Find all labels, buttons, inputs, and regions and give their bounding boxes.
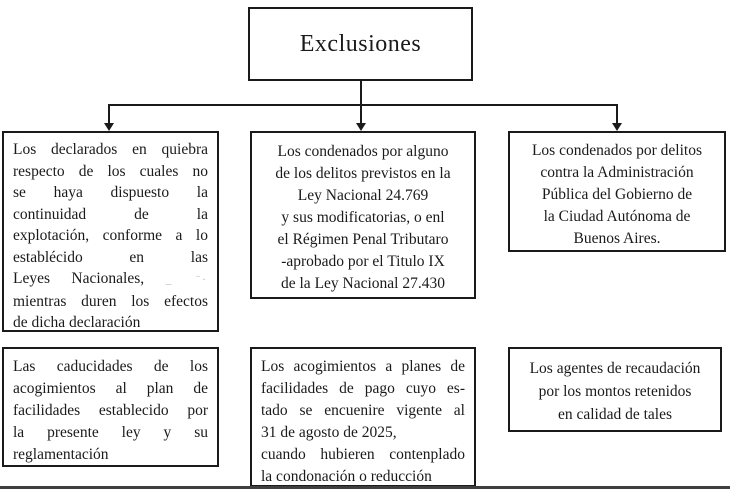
connector-drop-middle xyxy=(360,104,362,125)
page-bottom-rule xyxy=(0,486,730,489)
arrow-down-icon xyxy=(356,123,366,131)
connector-drop-right xyxy=(616,104,618,125)
title-box xyxy=(248,7,473,81)
page-title: Exclusiones xyxy=(299,30,422,57)
text-line: la Ciudad Autónoma de xyxy=(543,208,691,225)
text-line: por los montos retenidos xyxy=(538,383,692,400)
text-line: el Régimen Penal Tributaro xyxy=(277,231,449,248)
text-line: respecto de los cuales no xyxy=(13,162,208,180)
exclusion-box-bottom-right xyxy=(508,347,722,432)
text-line: Buenos Aires. xyxy=(573,230,661,247)
text-line: mientras duren los efectos xyxy=(13,292,208,310)
arrow-down-icon xyxy=(104,123,114,131)
text-segment: Leyes Nacionales, xyxy=(13,270,145,287)
exclusion-box-top-right xyxy=(508,131,726,252)
text-line: acogimientos al plan de xyxy=(13,380,208,397)
text-line: Pública del Gobierno de xyxy=(541,186,693,203)
connector-horizontal xyxy=(108,104,618,106)
text-line: la condonación o reducción xyxy=(261,468,432,485)
exclusion-box-bottom-middle xyxy=(250,347,476,487)
exclusion-box-bottom-left xyxy=(2,347,219,467)
text-line: reglamentación xyxy=(13,446,109,463)
text-line: de la Ley Nacional 27.430 xyxy=(281,275,445,292)
text-line: cuando hubieren contenplado xyxy=(261,446,465,463)
text-line: Los condenados por alguno xyxy=(277,143,449,160)
text-line: de los delitos previstos en la xyxy=(275,165,451,182)
exclusion-box-top-middle xyxy=(250,131,476,299)
arrow-down-icon xyxy=(612,123,622,131)
connector-stub-vertical xyxy=(360,81,362,106)
exclusion-box-top-left xyxy=(2,131,219,332)
connector-drop-left xyxy=(108,104,110,125)
text-line: establécido en las xyxy=(13,248,208,266)
text-line: Ley Nacional 24.769 xyxy=(297,187,429,204)
text-line: facilidades establecido por xyxy=(13,402,208,419)
text-line: Los declarados en quiebra xyxy=(13,141,208,158)
text-line: Los condenados por delitos xyxy=(531,142,703,159)
text-line: Los acogimientos a planes de xyxy=(261,358,465,375)
text-line: contra la Administración xyxy=(540,164,694,181)
text-line: la presente ley y su xyxy=(13,424,208,441)
text-line: Las caducidades de los xyxy=(13,358,208,375)
text-line: de dicha declaración xyxy=(13,314,141,331)
text-line: tado se encuenire vigente al xyxy=(261,402,465,419)
text-line: -aprobado por el Titulo IX xyxy=(281,253,445,270)
erased-text-artifact: _ ¨· xyxy=(165,272,208,286)
text-line: se haya dispuesto la xyxy=(13,184,208,201)
text-line: explotación, conforme a lo xyxy=(13,227,208,244)
text-line xyxy=(13,268,208,291)
text-line: Los agentes de recaudación xyxy=(529,360,701,377)
text-line: en calidad de tales xyxy=(557,406,673,423)
text-line: facilidades de pago cuyo es- xyxy=(261,380,465,397)
text-line: y sus modificatorias, o enl xyxy=(281,209,445,226)
text-line: 31 de agosto de 2025, xyxy=(261,424,397,441)
text-line: continuidad de la xyxy=(13,205,208,223)
